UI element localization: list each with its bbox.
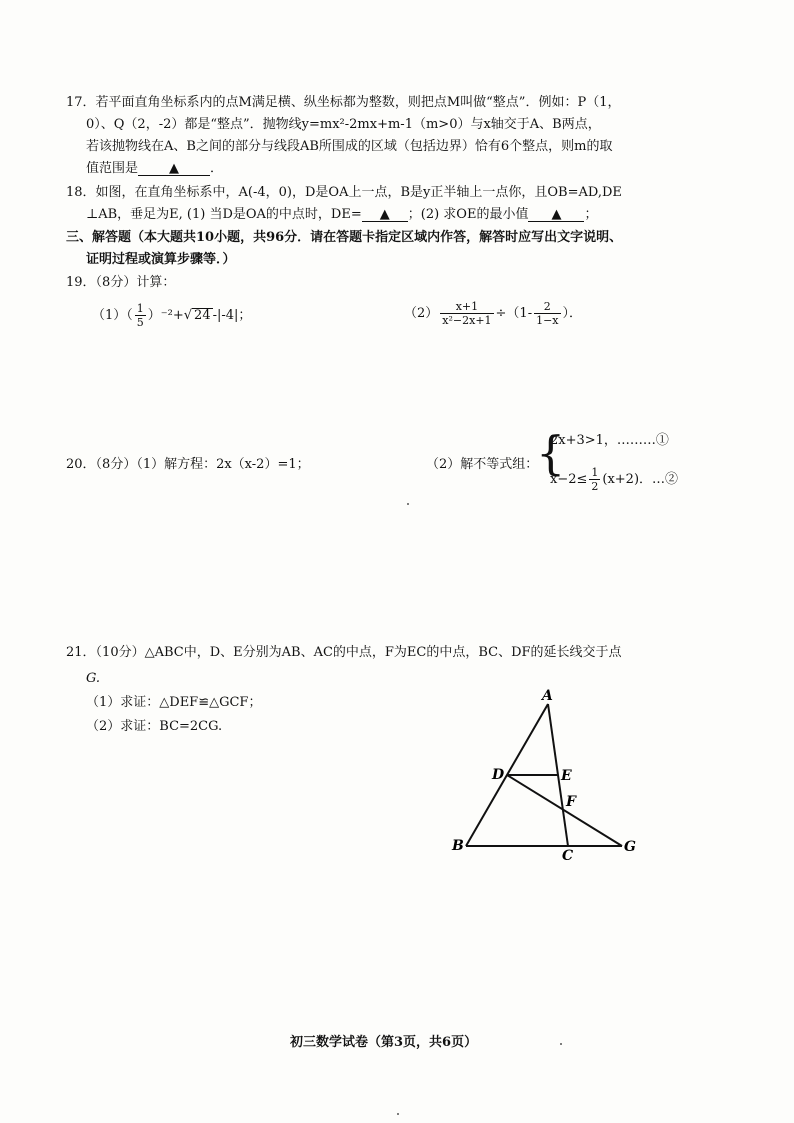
q19-part1-numerator: 1 — [136, 302, 144, 315]
q21-line2: G. — [86, 671, 101, 686]
q18-answer-blank-2: ▲ — [528, 208, 584, 222]
q19-part1-rest-b: -|-4|； — [212, 308, 252, 323]
q19-part1-label: （1）（ — [92, 308, 133, 323]
label-a: A — [542, 688, 553, 704]
q19-part2-denominator: x²−2x+1 — [442, 314, 492, 327]
speck-mark — [397, 1113, 399, 1115]
q19-part1-fraction — [135, 302, 146, 329]
page-footer: 初三数学试卷（第3页，共6页） — [290, 1035, 478, 1050]
label-g: G — [624, 839, 636, 855]
q20-inequality-2 — [550, 466, 678, 493]
q17-answer-blank: ▲ — [138, 162, 210, 176]
speck-mark — [407, 503, 409, 505]
label-b: B — [452, 838, 464, 854]
q17-line4 — [86, 162, 223, 176]
q21-part1: （1）求证：△DEF≌△GCF； — [86, 695, 262, 710]
section3-heading-line2: 证明过程或演算步骤等．） — [86, 252, 236, 267]
section3-heading-line1: 三、解答题（本大题共10小题，共96分．请在答题卡指定区域内作答，解答时应写出文字说明、 — [66, 230, 623, 245]
q19-part2-mid: ÷（1- — [495, 306, 533, 321]
q18-line1: 18．如图，在直角坐标系中，A(-4，0)，D是OA上一点，B是y正半轴上一点你，且OB=AD,DE — [66, 185, 622, 200]
sqrt-icon: √ — [183, 308, 193, 323]
q19-part2-end: ）． — [562, 306, 583, 321]
q21-line1: 21．（10分）△ABC中，D、E分别为AB、AC的中点，F为EC的中点，BC、DF的延长线交于点 — [66, 645, 622, 660]
q19-part1-rest-a: ）⁻²+ — [147, 308, 184, 323]
segment-dg — [507, 775, 622, 846]
q19-part1 — [92, 302, 251, 329]
q19-part2 — [404, 300, 582, 327]
q18-answer-blank-1: ▲ — [362, 208, 408, 222]
q20-inequality-1: 2x+3>1，………① — [550, 433, 669, 448]
label-d: D — [492, 767, 505, 783]
q20-part2-label: （2）解不等式组： — [426, 457, 539, 472]
q20-inequality-2-a: x−2≤ — [550, 472, 588, 487]
speck-mark — [560, 1043, 562, 1045]
q20-inequality-2-numerator: 1 — [591, 466, 599, 479]
q19-part2-fraction2 — [534, 300, 560, 327]
q17-line1: 17．若平面直角坐标系内的点M满足横、纵坐标都为整数，则把点M叫做“整点”．例如：P（1， — [66, 95, 621, 110]
q17-line4-suffix: ． — [210, 161, 224, 176]
q19-part2-label: （2） — [404, 306, 439, 321]
q18-line2-c: ； — [584, 207, 598, 222]
label-e: E — [561, 768, 572, 784]
q19-part2-fraction — [440, 300, 493, 327]
label-c: C — [562, 848, 574, 864]
q20-inequality-2-fraction — [589, 466, 600, 493]
q17-line3: 若该抛物线在A、B之间的部分与线段AB所围成的区域（包括边界）恰有6个整点，则m的取 — [86, 139, 613, 154]
q19-part1-denominator: 5 — [136, 316, 144, 329]
q19-part2-numerator: x+1 — [440, 300, 493, 314]
q17-line4-prefix: 值范围是 — [86, 161, 139, 176]
brace-icon: { — [536, 426, 566, 480]
q17-line2: 0）、Q（2，-2）都是“整点”．抛物线y=mx²-2mx+m-1（m>0）与x轴交于A、B两点， — [86, 117, 601, 132]
label-f: F — [566, 794, 576, 810]
q19-part2-numerator2: 2 — [534, 300, 560, 314]
q20-part1: 20．（8分）（1）解方程：2x（x-2）=1； — [66, 457, 310, 472]
triangle-figure — [440, 688, 650, 868]
q18-line2-a: ⊥AB，垂足为E, (1) 当D是OA的中点时，DE= — [86, 207, 362, 222]
q19-part1-sqrt: 24 — [194, 308, 211, 323]
q20-inequality-2-b: (x+2)．…② — [602, 472, 679, 487]
q18-line2 — [86, 208, 597, 222]
q20-inequality-2-denominator: 2 — [591, 480, 599, 493]
q21-part2: （2）求证：BC=2CG. — [86, 719, 223, 734]
q19-part2-denominator2: 1−x — [536, 314, 559, 327]
q19-title: 19．（8分）计算： — [66, 275, 176, 290]
q18-line2-b: ；(2) 求OE的最小值 — [407, 207, 529, 222]
